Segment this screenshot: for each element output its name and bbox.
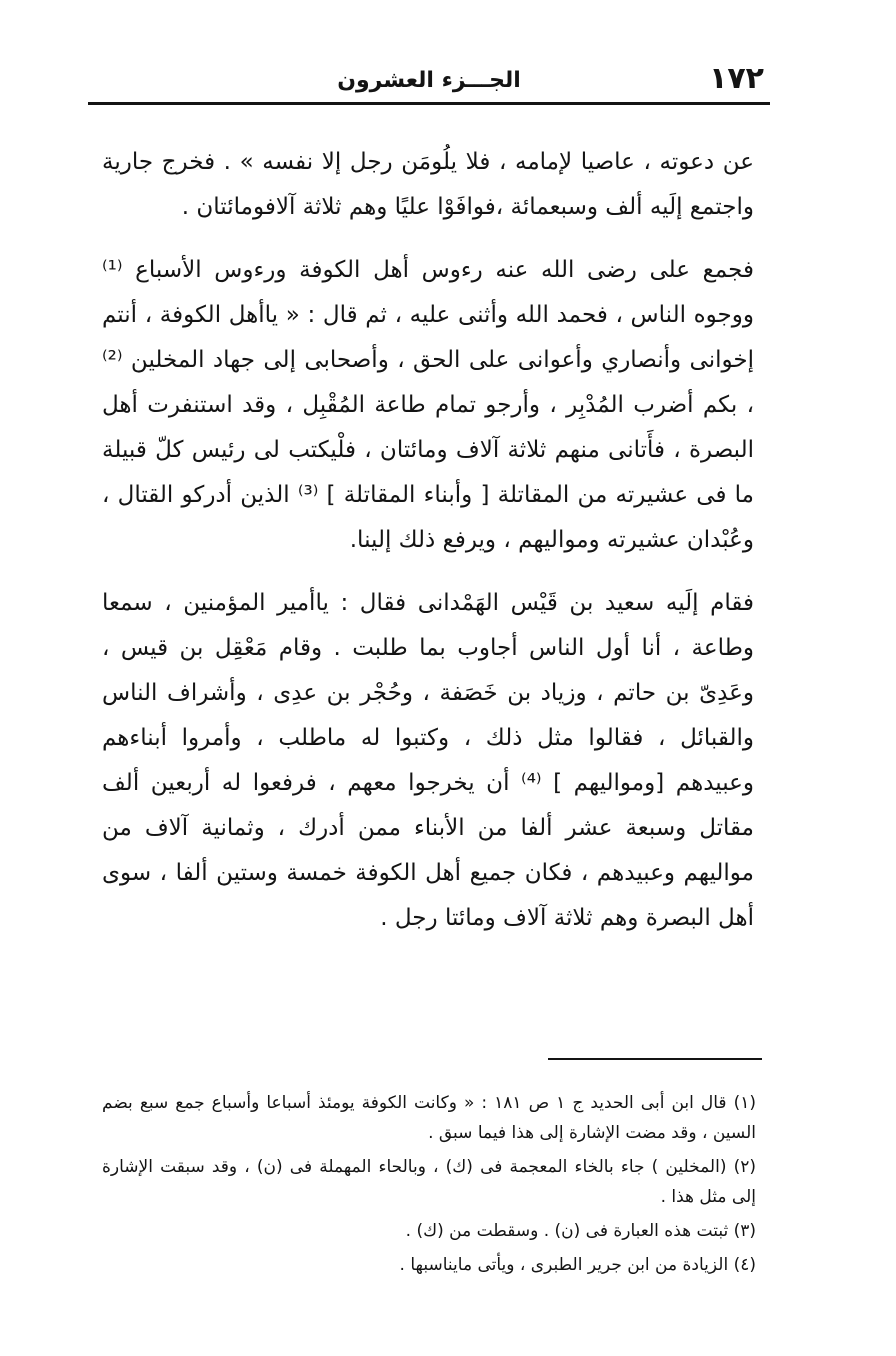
main-text [102, 140, 754, 941]
paragraph-3: فقام إلَيه سعيد بن قَيْس الهَمْدانى فقال : ياأمير المؤمنين ، سمعا وطاعة ، أنا أول الناس أجاوب بما طلبت . وقام مَعْقِل بن قيس ، وعَدِىّ بن حاتم ، وزياد بن خَصَفة ، وحُجْر بن عدِى ، وأشراف الناس والقبائل ، فقالوا مثل ذلك ، وكتبوا له ماطلب ، وأمروا أبناءهم وعبيدهم [ومواليهم ] ⁽⁴⁾ أن يخرجوا معهم ، فرفعوا له أربعين ألف مقاتل وسبعة عشر ألفا من الأبناء ممن أدرك ، وثمانية آلاف من مواليهم وعبيدهم ، فكان جميع أهل الكوفة خمسة وستين ألفا ، سوى أهل البصرة وهم ثلاثة آلاف ومائتا رجل . [102, 590, 754, 931]
page-number: ١٧٢ [709, 61, 764, 96]
footnote-1: (١) قال ابن أبى الحديد ج ١ ص ١٨١ : « وكانت الكوفة يومئذ أسباعا وأسباع جمع سبع بضم السين ، وقد مضت الإشارة إلى هذا فيما سبق . [102, 1093, 756, 1143]
footnote-2: (٢) (المخلين ) جاء بالخاء المعجمة فى (ك) ، وبالحاء المهملة فى (ن) ، وقد سبقت الإشارة إلى مثل هذا . [102, 1157, 756, 1207]
footnotes [102, 1088, 756, 1284]
paragraph-1: عن دعوته ، عاصيا لإمامه ، فلا يلُومَن رجل إلا نفسه » . فخرج جارية واجتمع إلَيه ألف وسبعمائة ،فوافَوْا عليًا وهم ثلاثة آلافومائتان . [102, 149, 754, 220]
footnote-3: (٣) ثبتت هذه العبارة فى (ن) . وسقطت من (ك) . [405, 1221, 756, 1241]
footnote-4: (٤) الزيادة من ابن جرير الطبرى ، ويأتى مايناسبها . [399, 1255, 756, 1275]
footnote-rule [548, 1058, 762, 1060]
header-rule [88, 102, 770, 105]
running-title: الجـــزء العشرون [337, 68, 521, 93]
paragraph-2: فجمع على رضى الله عنه رءوس أهل الكوفة ورءوس الأسباع ⁽¹⁾ ووجوه الناس ، فحمد الله وأثنى عليه ، ثم قال : « ياأهل الكوفة ، أنتم إخوانى وأنصاري وأعوانى على الحق ، وأصحابى إلى جهاد المخلين ⁽²⁾ ، بكم أضرب المُدْبِر ، وأرجو تمام طاعة المُقْبِل ، وقد استنفرت أهل البصرة ، فأَتانى منهم ثلاثة آلاف ومائتان ، فلْيكتب لى رئيس كلّ قبيلة ما فى عشيرته من المقاتلة [ وأبناء المقاتلة ] ⁽³⁾ الذين أدركو القتال ، وعُبْدان عشيرته ومواليهم ، ويرفع ذلك إلينا. [102, 257, 754, 553]
page-header [88, 58, 770, 100]
